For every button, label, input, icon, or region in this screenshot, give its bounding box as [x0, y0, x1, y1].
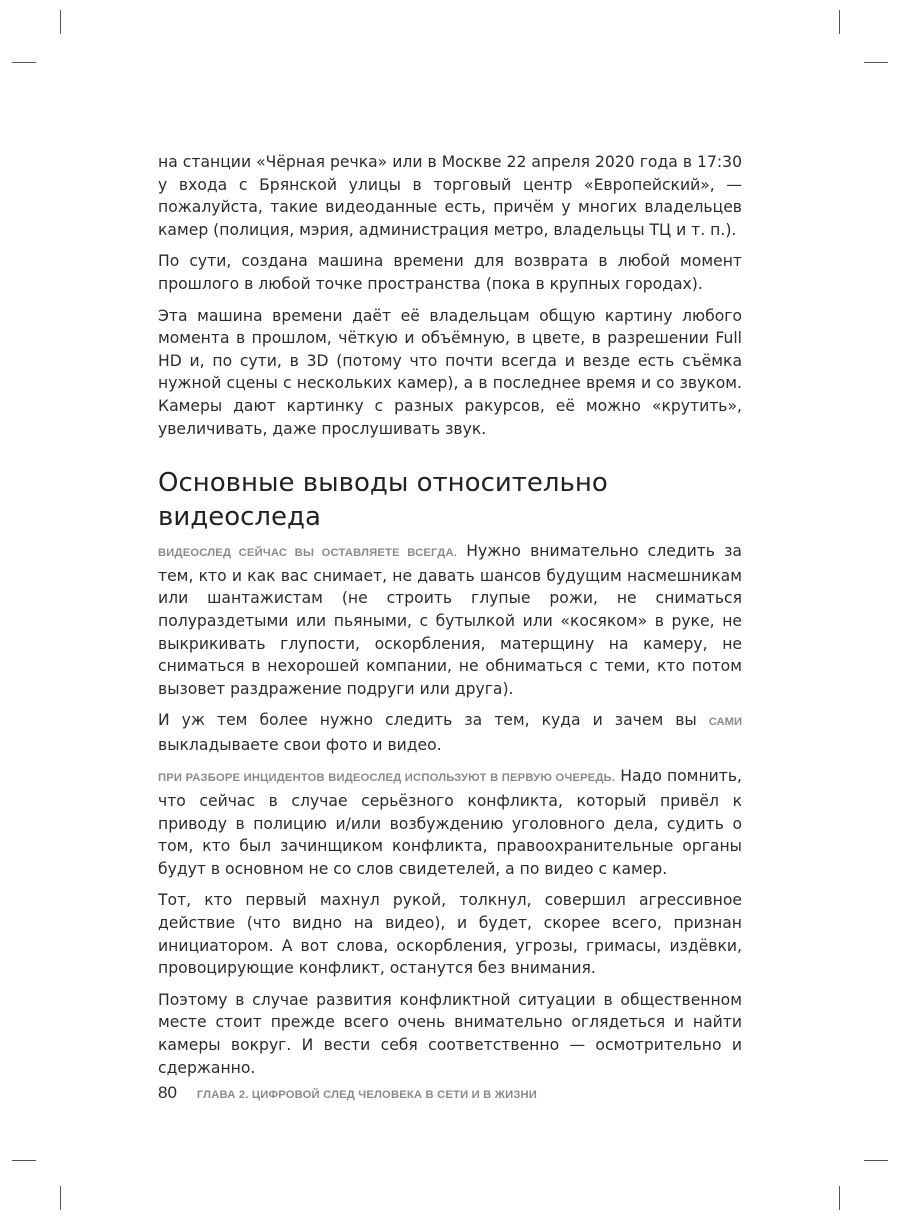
emphasis-sami: САМИ — [708, 716, 742, 729]
lead-in-incidents: ПРИ РАЗБОРЕ ИНЦИДЕНТОВ ВИДЕОСЛЕД ИСПОЛЬЗУЮТ В ПЕРВУЮ ОЧЕРЕДЬ. — [158, 772, 616, 785]
paragraph-time-machine-details: Эта машина времени даёт её владельцам общую картину любого момента в прошлом, чёткую и объёмную, в цвете, в разрешении Full HD и, по сути, в 3D (потому что почти всегда и везде есть съёмка нужной сцены с нескольких камер), а в последнее время и со звуком. Камеры дают картинку с разных ракурсов, её можно «крутить», увеличивать, даже прослушивать звук. — [158, 306, 742, 438]
paragraph-time-place: на станции «Чёрная речка» или в Москве 22 апреля 2020 года в 17:30 у входа с Брянской улицы в торговый центр «Европейский», — пожалуйста, такие видеоданные есть, причём у многих владельцев камер (полиция, мэрия, администрация метро, владельцы ТЦ и т. п.). — [158, 153, 742, 239]
page-footer — [158, 1083, 537, 1103]
crop-mark-bottom-right-vertical — [839, 1186, 840, 1210]
paragraph-own-uploads — [158, 709, 742, 756]
crop-mark-bottom-left-vertical — [60, 1186, 61, 1210]
crop-mark-top-right-vertical — [839, 10, 840, 34]
running-head: ГЛАВА 2. ЦИФРОВОЙ СЛЕД ЧЕЛОВЕКА В СЕТИ И В ЖИЗНИ — [196, 1089, 538, 1101]
own-uploads-after: выкладываете свои фото и видео. — [158, 735, 442, 754]
own-uploads-before: И уж тем более нужно следить за тем, куда и зачем вы — [158, 711, 709, 730]
crop-mark-top-left-vertical — [60, 10, 61, 34]
crop-mark-top-left-horizontal — [12, 62, 36, 63]
page-number: 80 — [158, 1083, 177, 1102]
paragraph-conclusion: Поэтому в случае развития конфликтной ситуации в общественном месте стоит прежде всего очень внимательно оглядеться и найти камеры вокруг. И вести себя соответственно — осмотрительно и сдержанно. — [158, 990, 742, 1077]
section-heading: Основные выводы относительно видеоследа — [158, 468, 608, 533]
crop-mark-top-right-horizontal — [864, 62, 888, 63]
page-body — [158, 151, 742, 1088]
paragraph-incidents-text: Надо помнить, что сейчас в случае серьёзного конфликта, который привёл к приводу в полицию и/или возбуждению уголовного дела, судить о том, кто был зачинщиком конфликта, правоохранительные органы будут в основном не со слов свидетелей, а по видео с камер. — [158, 767, 743, 878]
paragraph-first-strike: Тот, кто первый махнул рукой, толкнул, совершил агрессивное действие (что видно на видео), и будет, скорее всего, признан инициатором. А вот слова, оскорбления, угрозы, гримасы, издёвки, провоцирующие конфликт, останутся без внимания. — [158, 891, 742, 978]
crop-mark-bottom-left-horizontal — [12, 1160, 36, 1161]
crop-mark-bottom-right-horizontal — [864, 1160, 888, 1161]
paragraph-incidents — [158, 765, 742, 880]
paragraph-always-trace — [158, 540, 742, 700]
paragraph-time-machine: По сути, создана машина времени для возврата в любой момент прошлого в любой точке пространства (пока в крупных городах). — [158, 252, 742, 293]
lead-in-always-trace: ВИДЕОСЛЕД СЕЙЧАС ВЫ ОСТАВЛЯЕТЕ ВСЕГДА. — [158, 547, 458, 560]
paragraph-always-trace-text: Нужно внимательно следить за тем, кто и как вас снимает, не давать шансов будущим насмешникам или шантажистам (не строить глупые рожи, не сниматься полураздетыми или пьяными, с бутылкой или «косяком» в руке, не выкрикивать глупости, оскорбления, матерщину на камеру, не сниматься в нехорошей компании, не обниматься с теми, кто потом вызовет раздражение подруги или друга). — [158, 542, 742, 698]
